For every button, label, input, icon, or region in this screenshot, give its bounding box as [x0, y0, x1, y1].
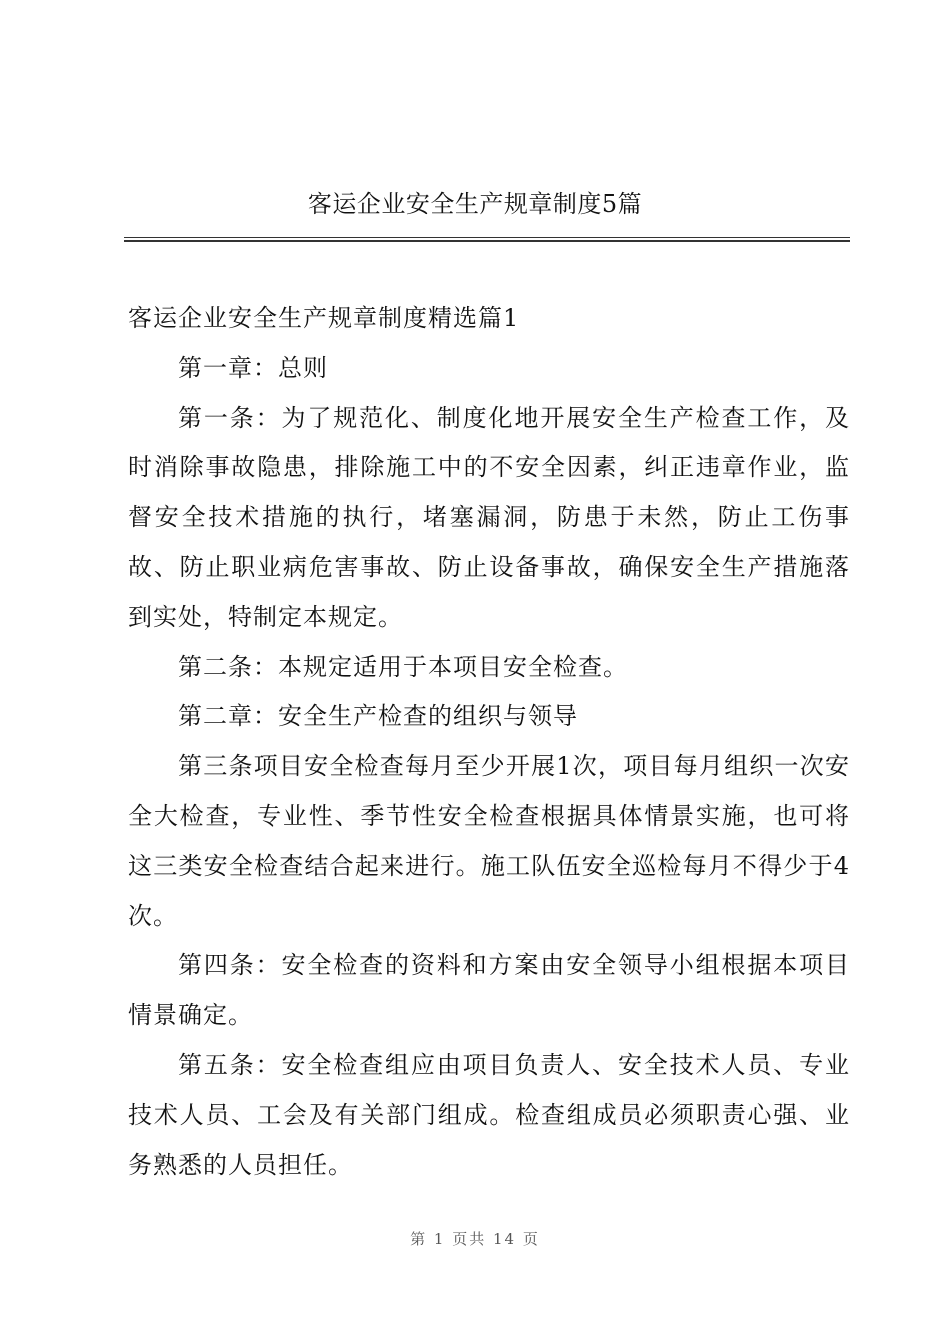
document-body — [128, 294, 850, 1190]
chapter-heading-1: 第一章：总则 — [178, 353, 328, 382]
section-title: 客运企业安全生产规章制度精选篇1 — [128, 304, 520, 332]
page-number: 第 1 页共 14 页 — [410, 1230, 540, 1248]
article-3: 第三条项目安全检查每月至少开展1次，项目每月组织一次安全大检查，专业性、季节性安全检查根据具体情景实施，也可将这三类安全检查结合起来进行。施工队伍安全巡检每月不得少于4次。 — [128, 752, 850, 930]
header-rule — [124, 237, 850, 242]
chapter-heading-2: 第二章：安全生产检查的组织与领导 — [178, 702, 578, 731]
article-1: 第一条：为了规范化、制度化地开展安全生产检查工作，及时消除事故隐患，排除施工中的不安全因素，纠正违章作业，监督安全技术措施的执行，堵塞漏洞，防患于未然，防止工伤事故、防止职业病危害事故、防止设备事故，确保安全生产措施落到实处，特制定本规定。 — [128, 403, 850, 631]
document-title: 客运企业安全生产规章制度5篇 — [307, 190, 643, 218]
article-2: 第二条：本规定适用于本项目安全检查。 — [178, 652, 628, 681]
article-5: 第五条：安全检查组应由项目负责人、安全技术人员、专业技术人员、工会及有关部门组成。检查组成员必须职责心强、业务熟悉的人员担任。 — [128, 1050, 850, 1179]
article-4: 第四条：安全检查的资料和方案由安全领导小组根据本项目情景确定。 — [128, 951, 850, 1030]
